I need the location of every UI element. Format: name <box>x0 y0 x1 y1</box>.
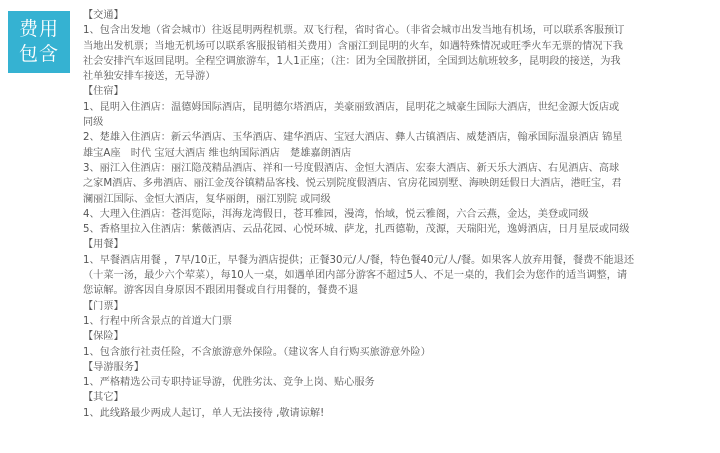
guide-line-1: 1、严格精选公司专职持证导游，优胜劣汰、竞争上岗、贴心服务 <box>83 377 375 389</box>
badge-line-1: 费用 <box>18 18 59 40</box>
transport-line-4: 社单独安排车接送，无导游） <box>83 71 216 83</box>
lodging-kunming: 1、昆明入住酒店：温德姆国际酒店，昆明德尔塔酒店，美豪丽致酒店，昆明花之城豪生国际大酒店，世纪金源大饭店或 <box>83 101 620 113</box>
transport-line-1: 1、包含出发地（省会城市）往返昆明两程机票。双飞行程，省时省心。（非省会城市出发当地有机场，可以联系客服预订 <box>83 25 625 37</box>
fee-included-badge <box>8 11 70 73</box>
section-title-meals: 【用餐】 <box>83 239 124 251</box>
section-title-other: 【其它】 <box>83 392 124 404</box>
meals-line-1: 1、早餐酒店用餐 ，7早/10正，早餐为酒店提供；正餐30元/人/餐，特色餐40元/人/餐。如果客人放弃用餐，餐费不能退还 <box>83 254 635 266</box>
lodging-shangrila: 5、香格里拉入住酒店：紫薇酒店、云品花园、心悦环城、萨龙，扎西德勒，茂源，天瑞阳光，逸姆酒店，日月星辰或同级 <box>83 224 630 236</box>
transport-line-3: 社会安排汽车返回昆明。全程空调旅游车，1人1正座；（注：团为全国散拼团，全国到达航班较多，昆明段的接送，为我 <box>83 55 621 67</box>
badge-line-2: 包含 <box>18 43 59 65</box>
lodging-chuxiong: 2、楚雄入住酒店：新云华酒店、玉华酒店、建华酒店、宝冠大酒店、彝人古镇酒店、威楚酒店，翰承国际温泉酒店 锦星 <box>83 132 623 144</box>
lodging-kunming-cont: 同级 <box>83 117 104 129</box>
lodging-lijiang-cont-2: 澜丽江国际、金恒大酒店，复华丽朗，丽江别院 或同级 <box>83 193 331 205</box>
lodging-lijiang-cont-1: 之家M酒店、多弗酒店、丽江金茂谷镇精品客栈、悦云别院度假酒店、官房花园别墅、海映朗廷假日大酒店，港旺宝，君 <box>83 178 622 190</box>
other-line-1: 1、此线路最少两成人起订，单人无法接待 ,敬请谅解! <box>83 407 325 419</box>
section-title-lodging: 【住宿】 <box>83 86 124 98</box>
section-title-transport: 【交通】 <box>83 10 124 21</box>
lodging-lijiang: 3、丽江入住酒店：丽江隐茂精品酒店、祥和一号度假酒店、金恒大酒店、宏泰大酒店、新天乐大酒店、右见酒店、高球 <box>83 162 620 174</box>
meals-line-2: （十菜一汤，最少六个荤菜），每10人一桌，如遇单团内部分游客不超过5人、不足一桌的，我们会为您作的适当调整，请 <box>83 270 628 282</box>
lodging-dali: 4、大理入住酒店：苍洱览际，洱海龙湾假日，苍耳雅园，漫湾，怡域，悦云雅阁，六合云燕，金达，美登或同级 <box>83 208 589 220</box>
tickets-line-1: 1、行程中所含景点的首道大门票 <box>83 315 233 327</box>
meals-line-3: 您谅解。游客因自身原因不跟团用餐或自行用餐的，餐费不退 <box>83 285 359 297</box>
transport-line-2: 当地出发机票；当地无机场可以联系客服报销相关费用）含丽江到昆明的火车，如遇特殊情况或旺季火车无票的情况下我 <box>83 40 623 52</box>
section-title-tickets: 【门票】 <box>83 300 124 312</box>
section-title-guide: 【导游服务】 <box>83 361 145 373</box>
section-title-insurance: 【保险】 <box>83 331 124 343</box>
lodging-chuxiong-cont: 雄宝A座 时代 宝冠大酒店 维也纳国际酒店 楚雄嘉朗酒店 <box>83 147 352 159</box>
insurance-line-1: 1、包含旅行社责任险，不含旅游意外保险。（建议客人自行购买旅游意外险） <box>83 346 431 358</box>
fee-details <box>83 8 695 421</box>
